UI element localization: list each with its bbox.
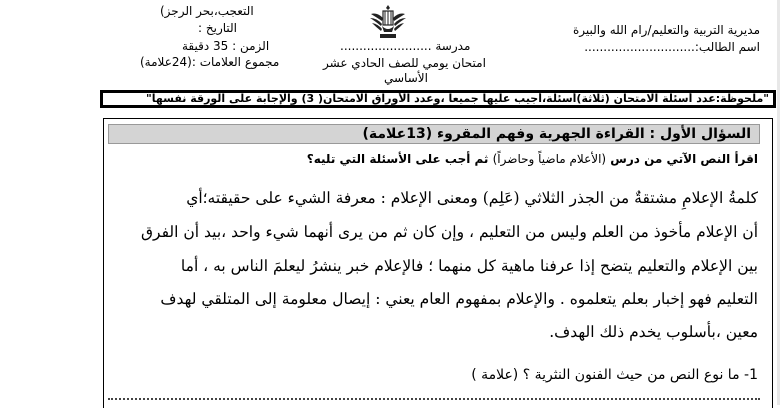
time-value: 35 دقيقة <box>182 39 229 53</box>
passage-line-3: بين الإعلام والتعليم يتضح إذا عرفنا ماهية كل منهما ؛ فالإعلام خبر ينشرُ ليعلمَ الناس به ، أما <box>180 257 758 275</box>
time-row <box>182 39 269 53</box>
school-field: مدرسة ........................ <box>340 39 471 53</box>
instruction-lesson: (الأعلام ماضياً وحاضراً) <box>492 152 607 166</box>
passage-line-5: معين ،بأسلوب يخدم ذلك الهدف. <box>549 323 758 341</box>
palestine-eagle-emblem-icon <box>368 2 408 42</box>
header-topic-line: التعجب،بحر الرجز) <box>160 4 254 18</box>
date-label: التاريخ : <box>198 21 238 35</box>
passage-line-4: التعليم فهو إخبار بعلم يتعلموه . والإعلام بمفهوم العام يعني : إيصال معلومة إلى المتلقي لهدف <box>160 290 758 308</box>
exam-note-box: "ملحوظة:عدد أسئلة الامتحان (ثلاثة)أسئلة،أجيب عليها جميعاً ،وعدد الأوراق الامتحان( 3) والإجابة على الورقة نفسها" <box>100 90 776 108</box>
exam-title-line1: امتحان يومي للصف الحادي عشر <box>323 56 486 70</box>
time-label: الزمن : <box>232 39 270 53</box>
question-1-title: السؤال الأول : القراءة الجهرية وفهم المقروء (13علامة) <box>108 124 760 144</box>
passage-line-2: أن الإعلام مأخوذ من العلم وليس من التعليم ، وإن كان ثم من يرى أنهما شيء واحد ،بيد أن الفرق <box>141 223 758 241</box>
question-1-item-1: 1- ما نوع النص من حيث الفنون النثرية ؟ (علامة ) <box>471 367 758 383</box>
answer-dotted-line <box>108 398 760 400</box>
instruction-main: اقرأ النص الآتي من درس <box>610 152 758 166</box>
instruction-end: ثم أجب على الأسئلة التي تليه؟ <box>306 152 489 166</box>
student-name-field: اسم الطالب:............................. <box>584 40 760 54</box>
total-marks: مجموع العلامات :(24علامة) <box>140 55 280 69</box>
exam-title-line2: الأساسي <box>384 71 428 85</box>
reading-instruction <box>307 151 758 167</box>
directorate-name: مديرية التربية والتعليم/رام الله والبيرة <box>572 23 760 37</box>
passage-line-1: كلمةُ الإعلامِ مشتقةٌ من الجذر الثلاثي (عَلِم) ومعنى الإعلام : معرفة الشيء على حقيقته؛أي <box>186 189 758 207</box>
